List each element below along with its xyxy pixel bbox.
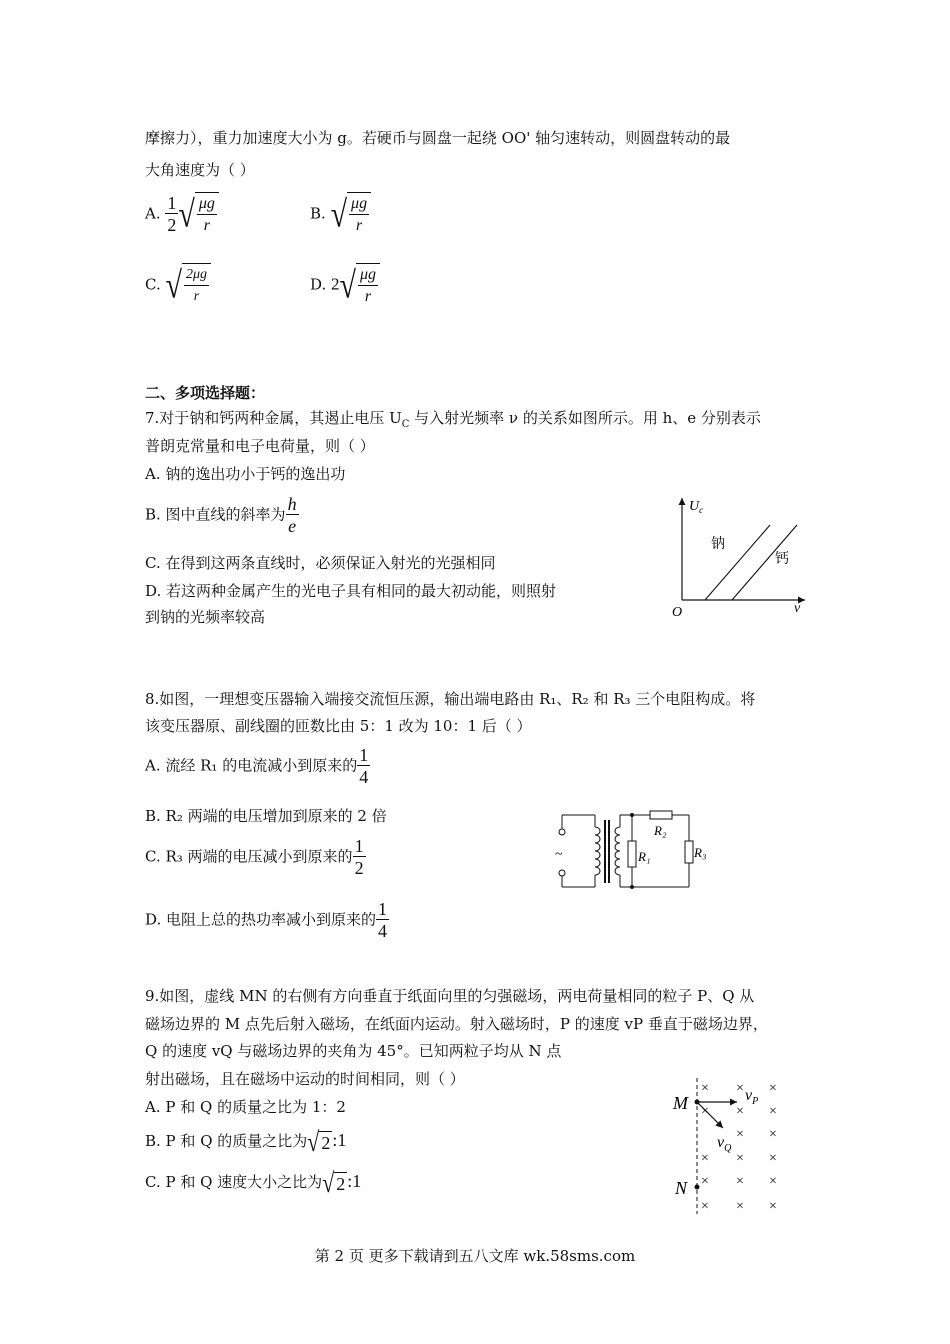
q6-option-a: A. $\frac{1}{2}$ √ $\frac{\mu g}{r}$ <box>145 192 219 237</box>
calcium-label: 钙 <box>775 552 789 567</box>
svg-text:×: × <box>736 1081 744 1096</box>
q9-option-a: A. P 和 Q 的质量之比为 1：2 <box>145 1098 346 1116</box>
label-vq: $v_Q$ <box>717 1134 732 1154</box>
svg-text:×: × <box>701 1151 709 1166</box>
svg-text:×: × <box>769 1127 777 1142</box>
q9-option-b: B. P 和 Q 的质量之比为√ 2 :1 <box>145 1125 347 1157</box>
q6-a-coef: $\frac{1}{2}$ <box>167 193 177 235</box>
r3-label: R₃ <box>694 845 707 860</box>
label-n: N <box>675 1178 688 1198</box>
svg-text:×: × <box>769 1104 777 1119</box>
q8-transformer-circuit <box>550 805 715 895</box>
r1-label: R₁ <box>638 849 651 864</box>
q9-stem-line4: 射出磁场，且在磁场中运动的时间相同，则（ ） <box>145 1070 465 1088</box>
svg-text:×: × <box>769 1199 777 1214</box>
page-footer: 第 2 页 更多下载请到五八文库 wk.58sms.com <box>314 1247 636 1265</box>
q7-option-c: C. 在得到这两条直线时，必须保证入射光的光强相同 <box>145 554 496 572</box>
label-m: M <box>673 1093 688 1113</box>
svg-text:×: × <box>736 1104 744 1119</box>
svg-text:×: × <box>736 1174 744 1189</box>
q8-stem-line2: 该变压器原、副线圈的匝数比由 5：1 改为 10：1 后（ ） <box>145 717 532 735</box>
field-crosses <box>701 1081 777 1214</box>
q7-stem-line2: 普朗克常量和电子电荷量，则（ ） <box>145 437 375 455</box>
y-axis-label: $U_c$ <box>689 499 704 515</box>
svg-text:×: × <box>769 1081 777 1096</box>
x-axis-label: ν <box>794 601 801 616</box>
q6-stem-line2: 大角速度为（ ） <box>145 161 255 179</box>
source-symbol: ~ <box>555 847 563 862</box>
q7-option-b: B. 图中直线的斜率为 $\frac{h}{e}$ <box>145 494 297 536</box>
q7-option-d-line2: 到钠的光频率较高 <box>145 608 266 626</box>
q8-option-d: D. 电阻上总的热功率减小到原来的 $\frac{1}{4}$ <box>145 899 388 941</box>
svg-text:×: × <box>701 1081 709 1096</box>
r2-label: R₂ <box>654 823 667 838</box>
origin-label: O <box>672 605 683 620</box>
q9-option-c: C. P 和 Q 速度大小之比为√ 2 :1 <box>145 1166 362 1198</box>
q6-a-sqrt: √ $\frac{\mu g}{r}$ <box>178 192 219 237</box>
q6-option-d: D. 2√ $\frac{\mu g}{r}$ <box>310 263 380 308</box>
q7-option-d-line1: D. 若这两种金属产生的光电子具有相同的最大初动能，则照射 <box>145 582 557 600</box>
svg-text:×: × <box>736 1151 744 1166</box>
q6-option-c: C. √ $\frac{2\mu g}{r}$ <box>145 263 211 308</box>
sodium-label: 钠 <box>711 537 725 552</box>
q6-option-b: B. √ $\frac{\mu g}{r}$ <box>310 192 371 237</box>
q8-option-b: B. R₂ 两端的电压增加到原来的 2 倍 <box>145 807 387 825</box>
svg-text:×: × <box>769 1151 777 1166</box>
point-n <box>695 1185 700 1190</box>
q8-option-c: C. R₃ 两端的电压减小到原来的 $\frac{1}{2}$ <box>145 836 364 878</box>
q9-stem-line1: 9.如图，虚线 MN 的右侧有方向垂直于纸面向里的匀强磁场，两电荷量相同的粒子 P、Q 从 <box>145 987 755 1005</box>
section-title: 二、多项选择题： <box>145 384 266 402</box>
q7-uc-nu-graph <box>665 490 815 625</box>
svg-text:×: × <box>736 1127 744 1142</box>
q9-magnetic-field-figure <box>665 1072 795 1217</box>
svg-text:×: × <box>736 1199 744 1214</box>
svg-text:×: × <box>701 1104 709 1119</box>
q7-stem-line1: 7.对于钠和钙两种金属，其遏止电压 $U_C$ 与入射光频率 ν 的关系如图所示。用 h、e 分别表示 <box>145 409 761 430</box>
q8-option-a: A. 流经 R₁ 的电流减小到原来的 $\frac{1}{4}$ <box>145 745 369 787</box>
svg-text:×: × <box>769 1174 777 1189</box>
q8-stem-line1: 8.如图，一理想变压器输入端接交流恒压源，输出端电路由 R₁、R₂ 和 R₃ 三个电阻构成。将 <box>145 690 756 708</box>
q6-stem-line1: 摩擦力），重力加速度大小为 g。若硬币与圆盘一起绕 OO' 轴匀速转动，则圆盘转动的最 <box>145 129 731 147</box>
q9-stem-line3: Q 的速度 vQ 与磁场边界的夹角为 45°。已知两粒子均从 N 点 <box>145 1042 562 1060</box>
svg-text:×: × <box>701 1174 709 1189</box>
q7-option-a: A. 钠的逸出功小于钙的逸出功 <box>145 465 346 483</box>
label-vp: $v_P$ <box>745 1087 759 1107</box>
q9-stem-line2: 磁场边界的 M 点先后射入磁场，在纸面内运动。射入磁场时，P 的速度 vP 垂直于磁场边界， <box>145 1015 768 1033</box>
svg-text:×: × <box>701 1199 709 1214</box>
